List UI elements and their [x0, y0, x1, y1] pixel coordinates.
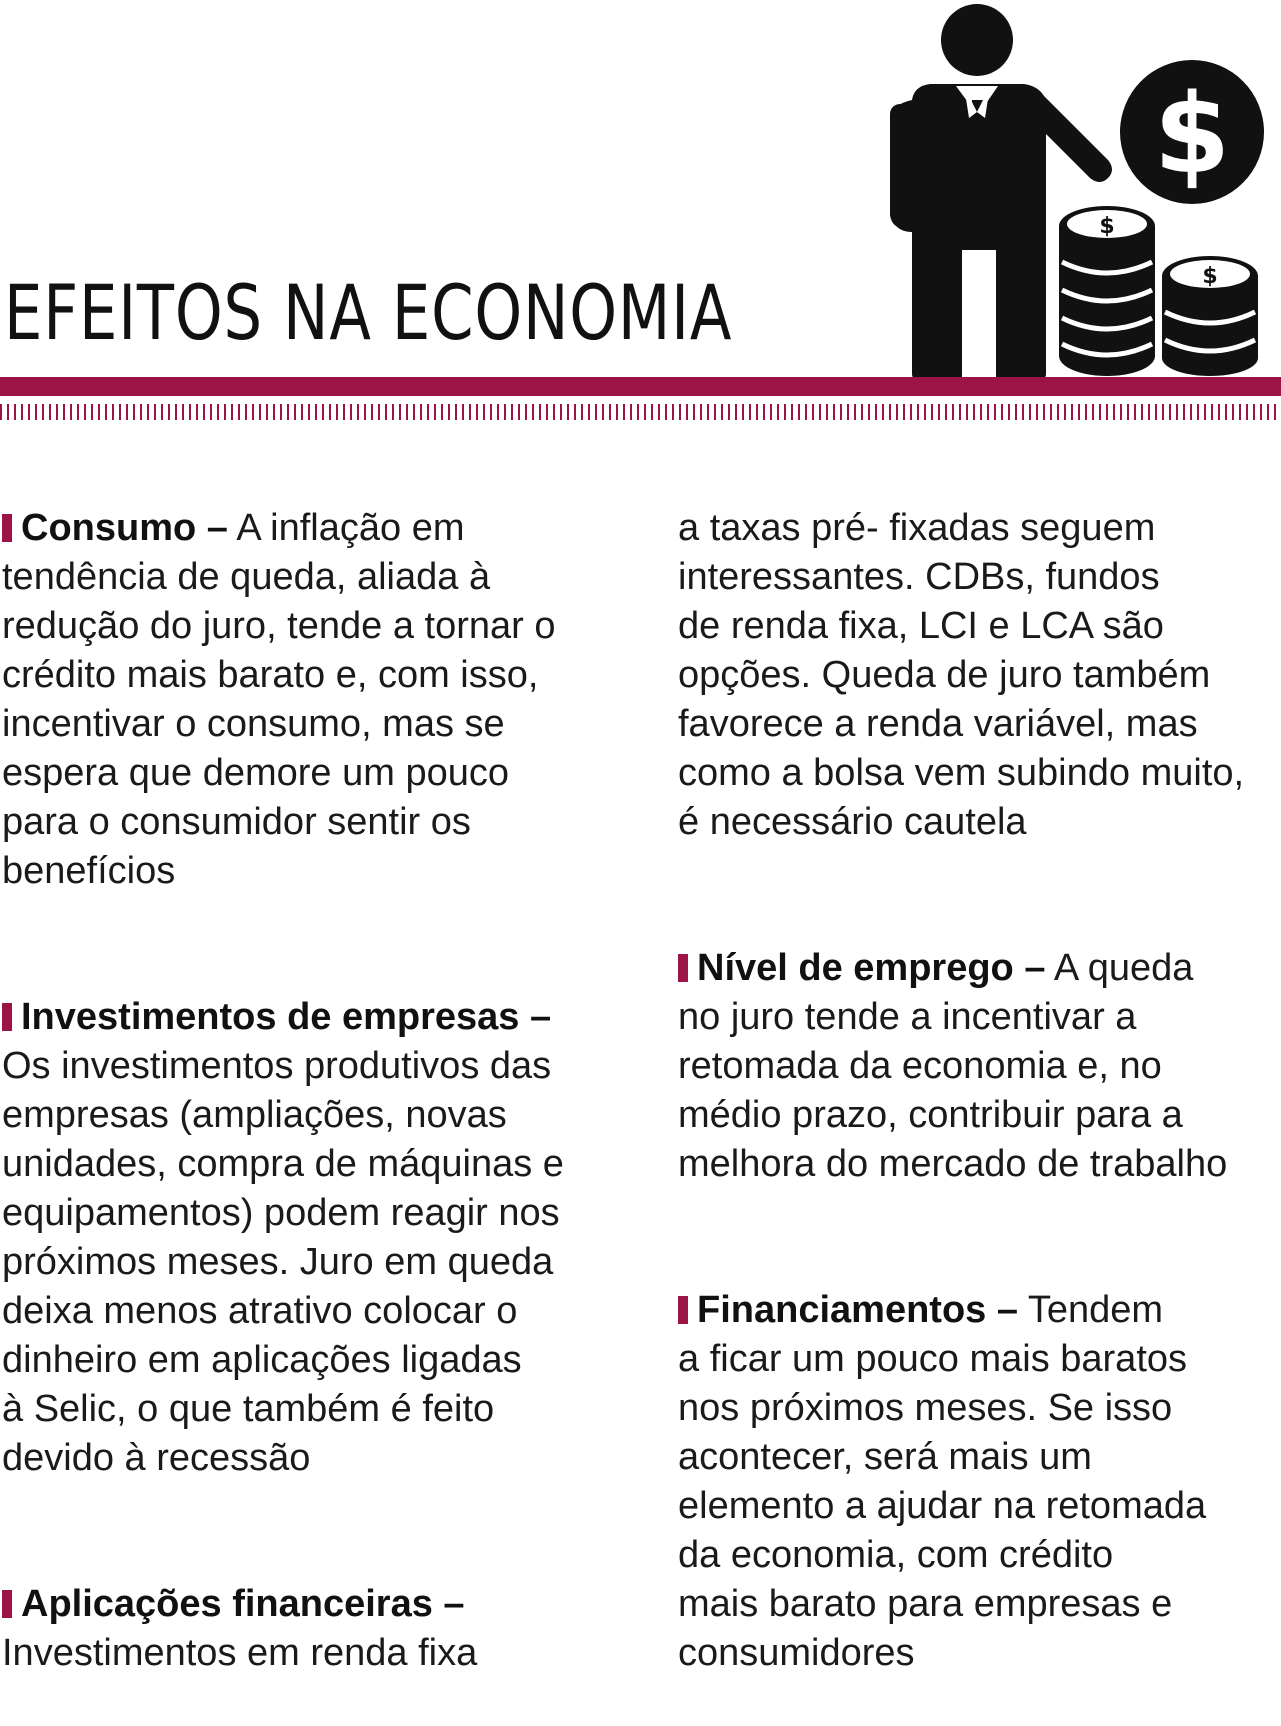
section-first-line: A inflação em [227, 507, 465, 549]
section-consumo [2, 455, 602, 896]
section-heading: Investimentos de empresas – [2, 996, 551, 1038]
section-first-line: A queda [1045, 947, 1194, 989]
svg-text:$: $ [1153, 70, 1231, 198]
section-first-line: Tendem [1017, 1289, 1164, 1331]
dollar-coin-icon [1120, 60, 1264, 204]
section-nivel-emprego [678, 895, 1268, 1189]
section-body: tendência de queda, aliada à redução do juro, tende a tornar o crédito mais barato e, com isso, incentivar o consumo, mas se espera que demore um pouco para o consumidor sentir os benefícios [2, 556, 556, 892]
svg-text:$: $ [1099, 214, 1115, 239]
bullet-square-icon [2, 514, 12, 542]
page-title: EFEITOS NA ECONOMIA [4, 268, 733, 357]
bullet-square-icon [678, 1296, 688, 1324]
section-aplicacoes-continuation [678, 455, 1268, 847]
section-heading: Consumo – [2, 507, 228, 549]
section-body: a ficar um pouco mais baratos nos próximos meses. Se isso acontecer, será mais um elemento a ajudar na retomada da economia, com crédito mais barato para empresas e consumidores [678, 1338, 1207, 1674]
section-financiamentos [678, 1237, 1268, 1678]
section-body: no juro tende a incentivar a retomada da economia e, no médio prazo, contribuir para a melhora do mercado de trabalho [678, 996, 1228, 1185]
coin-stack-icon [1059, 206, 1155, 376]
section-heading: Financiamentos – [678, 1289, 1018, 1331]
section-body: a taxas pré- fixadas seguem interessantes. CDBs, fundos de renda fixa, LCI e LCA são opções. Queda de juro também favorece a renda variável, mas como a bolsa vem subindo muito, é necessário cautela [678, 507, 1245, 843]
decorative-tick-rule [0, 404, 1281, 420]
title-underline-bar [0, 377, 1281, 396]
svg-text:$: $ [1202, 264, 1218, 289]
bullet-square-icon [2, 1590, 12, 1618]
section-body: Os investimentos produtivos das empresas (ampliações, novas unidades, compra de máquinas e equipamentos) podem reagir nos próximos meses. Juro em queda deixa menos atrativo colocar o dinheiro em aplicações ligadas à Selic, o que também é feito devido à recessão [2, 1045, 564, 1479]
section-body: Investimentos em renda fixa [2, 1632, 478, 1674]
section-heading: Aplicações financeiras – [2, 1583, 465, 1625]
section-heading: Nível de emprego – [678, 947, 1045, 989]
coin-stack-icon [1162, 256, 1258, 376]
left-column [2, 455, 602, 1726]
section-investimentos [2, 944, 602, 1483]
bullet-square-icon [2, 1003, 12, 1031]
section-aplicacoes [2, 1531, 602, 1678]
businessman-with-coins-icon [870, 0, 1281, 380]
right-column [678, 455, 1268, 1726]
bullet-square-icon [678, 954, 688, 982]
